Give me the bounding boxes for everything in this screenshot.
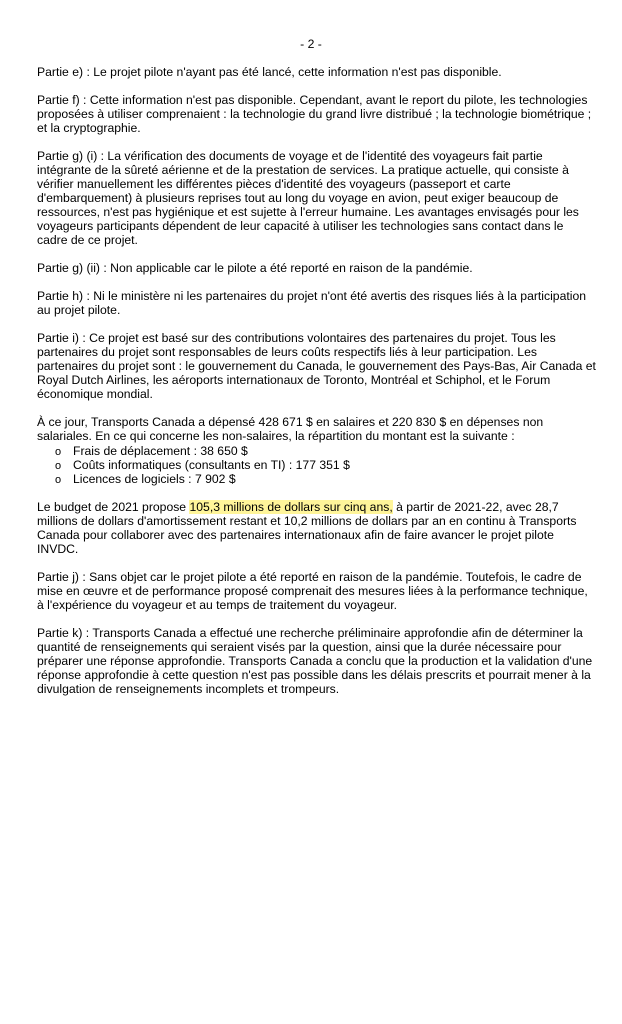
page-number: - 2 -: [300, 37, 322, 51]
paragraph-expenses: À ce jour, Transports Canada a dépensé 428 671 $ en salaires et 220 830 $ en dépenses non salariales. En ce qui concerne les non-salaires, la répartition du montant est la suivante :: [37, 415, 544, 443]
budget-text-end: à partir de 2021-22, avec 28,7 millions de dollars d'amortissement restant et 10,2 millions de dollars par an en continu à Transports Canada pour collaborer avec des partenaires internationaux afin de faire avancer le projet pilote INVDC.: [37, 500, 577, 556]
list-item: [55, 458, 350, 473]
paragraph-partie-k: Partie k) : Transports Canada a effectué une recherche préliminaire approfondie afin de déterminer la quantité de renseignements qui seraient visés par la question, ainsi que la durée nécessaire pour préparer une réponse approfondie. Transports Canada a conclu que la production et la validation d'une réponse approfondie à cette question n'est pas possible dans les délais prescrits et pourrait mener à la divulgation de renseignements incomplets et trompeurs.: [37, 626, 593, 696]
paragraph-budget: [37, 500, 597, 556]
list-item-text: Licences de logiciels : 7 902 $: [73, 472, 236, 486]
paragraph-partie-i: Partie i) : Ce projet est basé sur des contributions volontaires des partenaires du projet. Tous les partenaires du projet sont responsables de leurs coûts respectifs liés à leur participation. Les partenaires du projet sont : le gouvernement du Canada, le gouvernement des Pays-Bas, Air Canada et Royal Dutch Airlines, les aéroports internationaux de Toronto, Montréal et Schiphol, et le Forum économique mondial.: [37, 331, 596, 401]
list-item: [55, 444, 248, 459]
paragraph-partie-j: Partie j) : Sans objet car le projet pilote a été reporté en raison de la pandémie. Toutefois, le cadre de mise en œuvre et de performance proposé comprenait des mesures liées à la performance technique, à l'expérience du voyageur et au temps de traitement du voyageur.: [37, 570, 588, 612]
list-item-text: Frais de déplacement : 38 650 $: [73, 444, 248, 458]
paragraph-partie-f: Partie f) : Cette information n'est pas disponible. Cependant, avant le report du pilote, les technologies proposées à utiliser comprenaient : la technologie du grand livre distribué ; la technologie biométrique ; et la cryptographie.: [37, 93, 592, 135]
paragraph-partie-g-ii: Partie g) (ii) : Non applicable car le pilote a été reporté en raison de la pandémie.: [37, 261, 473, 275]
budget-text-start: Le budget de 2021 propose: [37, 500, 190, 514]
highlighted-text: 105,3 millions de dollars sur cinq ans,: [189, 500, 393, 514]
list-item-text: Coûts informatiques (consultants en TI) : 177 351 $: [73, 458, 350, 472]
paragraph-partie-e: Partie e) : Le projet pilote n'ayant pas été lancé, cette information n'est pas disponible.: [37, 65, 502, 79]
bullet-icon: o: [55, 446, 62, 458]
bullet-icon: o: [55, 474, 62, 486]
list-item: [55, 472, 236, 487]
bullet-icon: o: [55, 460, 62, 472]
paragraph-partie-g-i: Partie g) (i) : La vérification des documents de voyage et de l'identité des voyageurs fait partie intégrante de la sûreté aérienne et de la prestation de services. La pratique actuelle, qui consiste à vérifier manuellement les différentes pièces d'identité des voyageurs (passeport et carte d'embarquement) à plusieurs reprises tout au long du voyage en avion, peut exiger beaucoup de ressources, n'est pas hygiénique et est sujette à l'erreur humaine. Les avantages envisagés pour les voyageurs participants dépendent de leur capacité à utiliser les technologies sans contact dans le cadre de ce projet.: [37, 149, 579, 247]
paragraph-partie-h: Partie h) : Ni le ministère ni les partenaires du projet n'ont été avertis des risques liés à la participation au projet pilote.: [37, 289, 587, 317]
